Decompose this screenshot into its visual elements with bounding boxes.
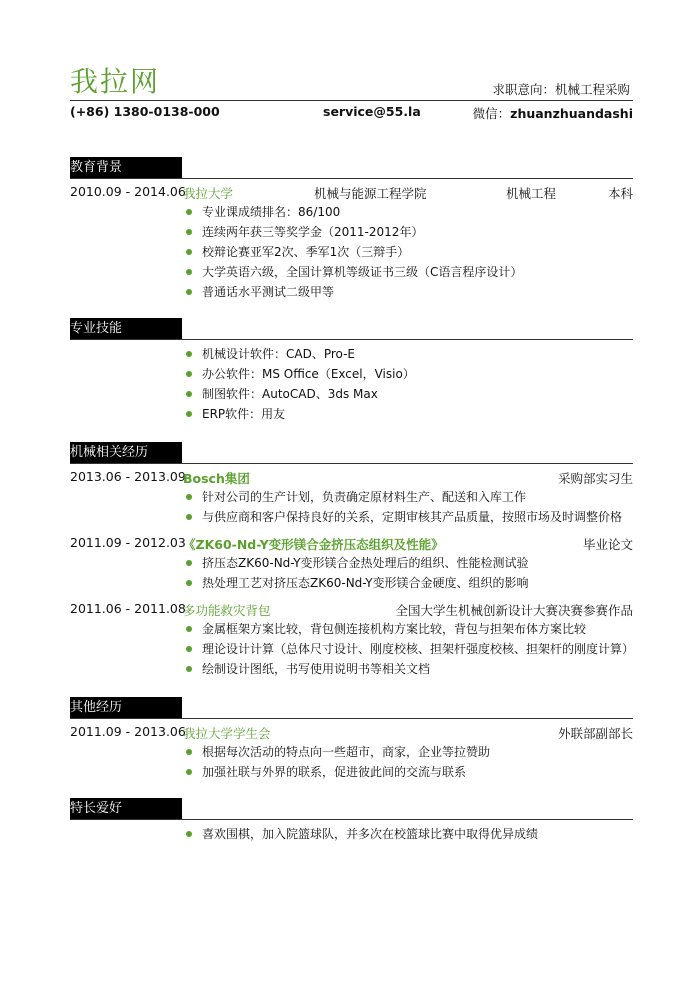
- list-item: 机械设计软件：CAD、Pro-E: [70, 344, 633, 364]
- bullet-icon: [186, 351, 192, 357]
- bullet-icon: [186, 391, 192, 397]
- entry-date: 2011.09 - 2013.06: [70, 724, 186, 739]
- bullet-icon: [186, 269, 192, 275]
- entry-date: 2013.06 - 2013.09: [70, 469, 186, 484]
- section-divider: [70, 819, 633, 820]
- section-divider: [70, 178, 633, 179]
- header-divider: [70, 100, 633, 101]
- entry-role: 全国大学生机械创新设计大赛决赛参赛作品: [395, 603, 633, 618]
- hobbies-items: [70, 824, 633, 844]
- bullet-icon: [186, 229, 192, 235]
- experience-entry: [70, 533, 633, 553]
- list-item: 校辩论赛亚军2次、季军1次（三辩手）: [70, 242, 633, 262]
- list-item: 理论设计计算（总体尺寸设计、刚度校核、担架杆强度校核、担架杆的刚度计算）: [70, 639, 633, 659]
- education-entry: [70, 182, 633, 202]
- entry-date: 2011.09 - 2012.03: [70, 535, 186, 550]
- list-item: 与供应商和客户保持良好的关系，定期审核其产品质量，按照市场及时调整价格: [70, 507, 633, 527]
- list-item: 喜欢围棋，加入院篮球队，并多次在校篮球比赛中取得优异成绩: [70, 824, 633, 844]
- section-title: 机械相关经历: [70, 442, 182, 464]
- section-divider: [70, 339, 633, 340]
- bullet-icon: [186, 371, 192, 377]
- bullet-icon: [186, 289, 192, 295]
- experience-entry: [70, 599, 633, 619]
- list-item: 挤压态ZK60-Nd-Y变形镁合金热处理后的组织、性能检测试验: [70, 553, 633, 573]
- skills-items: [70, 344, 633, 424]
- experience-items: [70, 487, 633, 527]
- resume-name: 我拉网: [70, 65, 161, 98]
- section-header: [70, 157, 633, 179]
- section-title: 专业技能: [70, 318, 182, 340]
- skills-section: [70, 318, 633, 424]
- school-name: 我拉大学: [183, 186, 234, 201]
- major-name: 机械工程: [506, 186, 557, 201]
- other-section: [70, 697, 633, 782]
- bullet-icon: [186, 209, 192, 215]
- section-header: [70, 442, 633, 464]
- list-item: 专业课成绩排名：86/100: [70, 202, 633, 222]
- list-item: 热处理工艺对挤压态ZK60-Nd-Y变形镁合金硬度、组织的影响: [70, 573, 633, 593]
- bullet-icon: [186, 249, 192, 255]
- experience-section: [70, 442, 633, 679]
- section-header: [70, 318, 633, 340]
- phone-number: (+86) 1380-0138-000: [70, 104, 220, 119]
- entry-date: 2011.06 - 2011.08: [70, 601, 186, 616]
- list-item: 办公软件：MS Office（Excel，Visio）: [70, 364, 633, 384]
- section-title: 其他经历: [70, 697, 182, 719]
- bullet-icon: [186, 831, 192, 837]
- college-name: 机械与能源工程学院: [314, 186, 427, 201]
- section-divider: [70, 718, 633, 719]
- org-name: 我拉大学学生会: [183, 726, 271, 741]
- bullet-icon: [186, 494, 192, 500]
- entry-role: 毕业论文: [582, 537, 633, 552]
- experience-items: [70, 553, 633, 593]
- list-item: 加强社联与外界的联系，促进彼此间的交流与联系: [70, 762, 633, 782]
- email-address[interactable]: service@55.la: [323, 104, 421, 119]
- education-section: [70, 157, 633, 302]
- other-items: [70, 742, 633, 782]
- bullet-icon: [186, 560, 192, 566]
- org-name: 《ZK60-Nd-Y变形镁合金挤压态组织及性能》: [183, 537, 444, 552]
- wechat-label: 微信：: [472, 106, 511, 121]
- bullet-icon: [186, 514, 192, 520]
- section-divider: [70, 463, 633, 464]
- bullet-icon: [186, 626, 192, 632]
- bullet-icon: [186, 666, 192, 672]
- list-item: 大学英语六级，全国计算机等级证书三级（C语言程序设计）: [70, 262, 633, 282]
- entry-role: 外联部副部长: [557, 726, 633, 741]
- list-item: 金属框架方案比较，背包侧连接机构方案比较，背包与担架布体方案比较: [70, 619, 633, 639]
- bullet-icon: [186, 749, 192, 755]
- degree-level: 本科: [607, 186, 633, 201]
- entry-role: 采购部实习生: [557, 471, 633, 486]
- list-item: 普通话水平测试二级甲等: [70, 282, 633, 302]
- bullet-icon: [186, 646, 192, 652]
- list-item: 连续两年获三等奖学金（2011-2012年）: [70, 222, 633, 242]
- list-item: 根据每次活动的特点向一些超市，商家，企业等拉赞助: [70, 742, 633, 762]
- education-items: [70, 202, 633, 302]
- list-item: 制图软件：AutoCAD、3ds Max: [70, 384, 633, 404]
- other-entry: [70, 722, 633, 742]
- section-header: [70, 798, 633, 820]
- contact-row: [70, 104, 633, 122]
- section-title: 教育背景: [70, 157, 182, 179]
- job-objective: 求职意向：机械工程采购: [492, 82, 630, 97]
- list-item: ERP软件：用友: [70, 404, 633, 424]
- wechat-contact: [473, 104, 633, 122]
- section-title: 特长爱好: [70, 798, 182, 820]
- org-name: 多功能救灾背包: [183, 603, 271, 618]
- list-item: 针对公司的生产计划，负责确定原材料生产、配送和入库工作: [70, 487, 633, 507]
- list-item: 绘制设计图纸，书写使用说明书等相关文档: [70, 659, 633, 679]
- bullet-icon: [186, 411, 192, 417]
- experience-entry: [70, 467, 633, 487]
- hobbies-section: [70, 798, 633, 844]
- section-header: [70, 697, 633, 719]
- wechat-id: zhuanzhuandashi: [510, 106, 633, 121]
- experience-items: [70, 619, 633, 679]
- entry-date: 2010.09 - 2014.06: [70, 184, 186, 199]
- org-name: Bosch集团: [183, 471, 250, 486]
- bullet-icon: [186, 580, 192, 586]
- bullet-icon: [186, 769, 192, 775]
